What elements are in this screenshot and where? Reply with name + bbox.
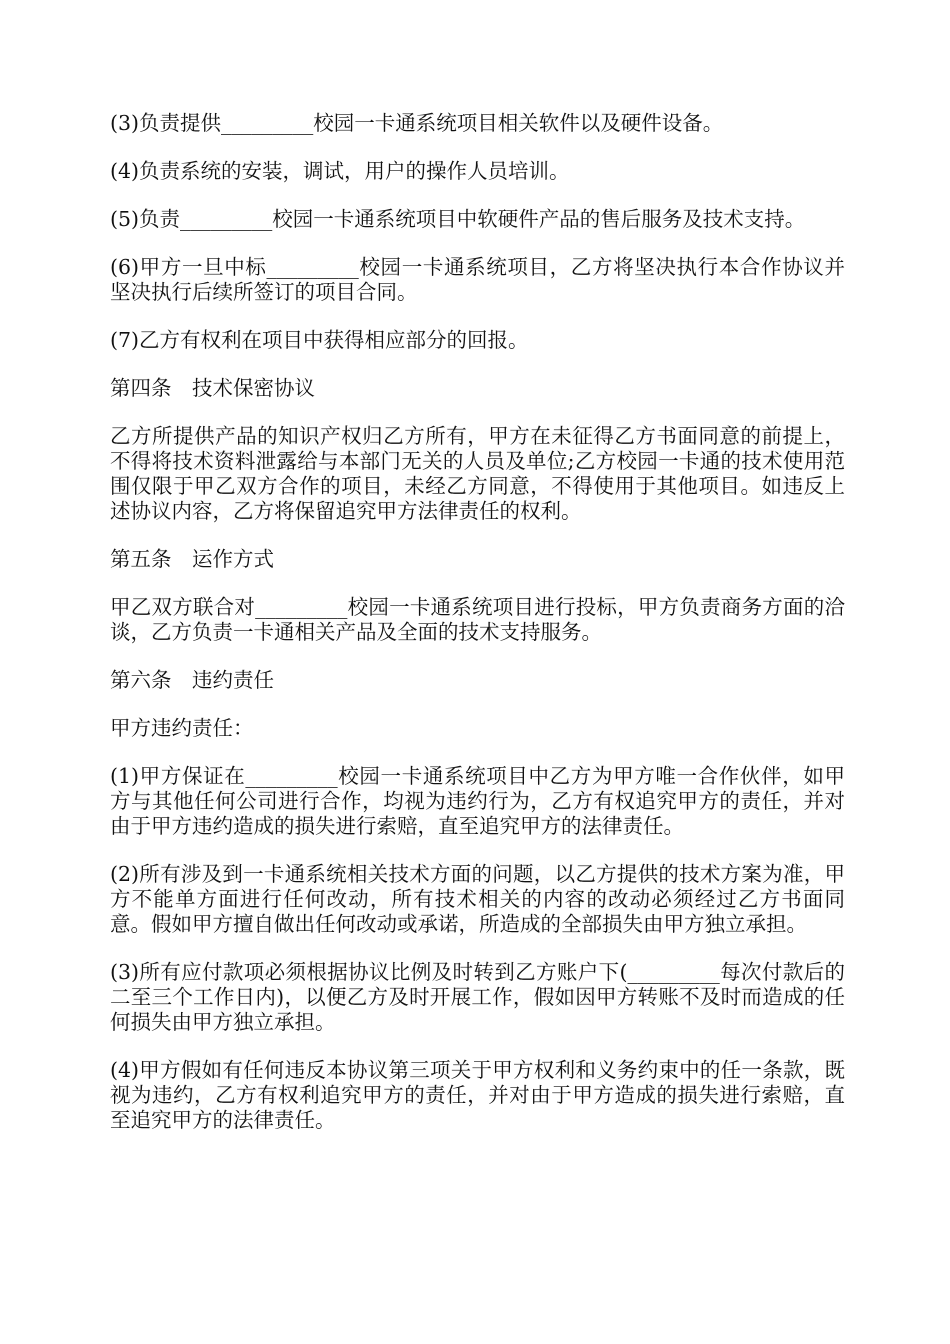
article-4-confidentiality-text: 乙方所提供产品的知识产权归乙方所有，甲方在未征得乙方书面同意的前提上，不得将技术资料泄露给与本部门无关的人员及单位;乙方校园一卡通的技术使用范围仅限于甲乙双方合作的项目，未经乙方同意，不得使用于其他项目。如违反上述协议内容，乙方将保留追究甲方法律责任的权利。 (110, 424, 845, 523)
article-6-heading: 第六条 违约责任 (110, 668, 274, 692)
article-4-heading: 第四条 技术保密协议 (110, 376, 315, 400)
breach-clause-4: (4)甲方假如有任何违反本协议第三项关于甲方权利和义务约束中的任一条款，既视为违约，乙方有权利追究甲方的责任，并对由于甲方造成的损失进行索赔，直至追究甲方的法律责任。 (110, 1058, 845, 1132)
clause-4-installation: (4)负责系统的安装，调试，用户的操作人员培训。 (110, 159, 570, 183)
article-5-operation-text: 甲乙双方联合对_________校园一卡通系统项目进行投标，甲方负责商务方面的洽谈，乙方负责一卡通相关产品及全面的技术支持服务。 (110, 595, 845, 644)
clause-3-provide-equipment: (3)负责提供_________校园一卡通系统项目相关软件以及硬件设备。 (110, 111, 724, 135)
party-a-breach-heading: 甲方违约责任： (110, 716, 254, 740)
breach-clause-2: (2)所有涉及到一卡通系统相关技术方面的问题，以乙方提供的技术方案为准，甲方不能单方面进行任何改动，所有技术相关的内容的改动必须经过乙方书面同意。假如甲方擅自做出任何改动或承诺，所造成的全部损失由甲方独立承担。 (110, 862, 845, 936)
document-body (110, 111, 845, 1156)
breach-clause-3: (3)所有应付款项必须根据协议比例及时转到乙方账户下(_________每次付款后的二至三个工作日内)，以便乙方及时开展工作，假如因甲方转账不及时而造成的任何损失由甲方独立承担。 (110, 960, 845, 1034)
clause-6-contract-execution: (6)甲方一旦中标_________校园一卡通系统项目，乙方将坚决执行本合作协议并坚决执行后续所签订的项目合同。 (110, 255, 845, 304)
clause-7-returns: (7)乙方有权利在项目中获得相应部分的回报。 (110, 328, 529, 352)
breach-clause-1: (1)甲方保证在_________校园一卡通系统项目中乙方为甲方唯一合作伙伴，如甲方与其他任何公司进行合作，均视为违约行为，乙方有权追究甲方的责任，并对由于甲方违约造成的损失进行索赔，直至追究甲方的法律责任。 (110, 764, 845, 838)
article-5-heading: 第五条 运作方式 (110, 547, 274, 571)
clause-5-after-sales: (5)负责_________校园一卡通系统项目中软硬件产品的售后服务及技术支持。 (110, 207, 806, 231)
